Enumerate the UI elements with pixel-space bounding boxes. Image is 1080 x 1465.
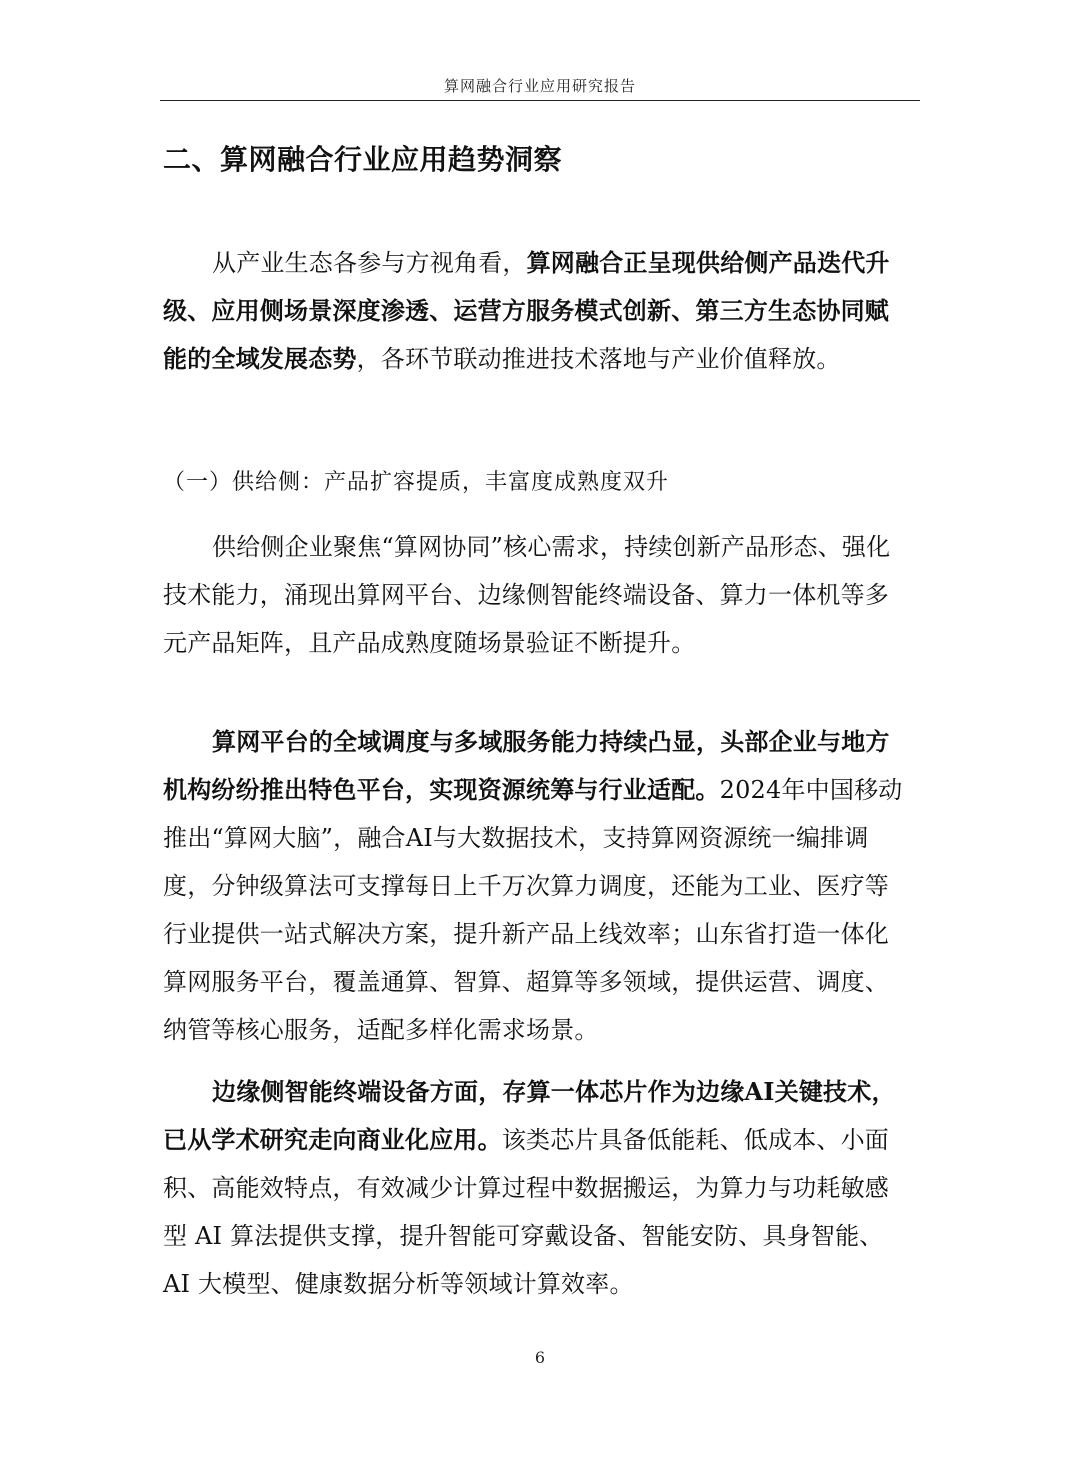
paragraph-emphasis: 算网融合正呈现供给侧产品迭代升级、应用侧场景深度渗透、运营方服务模式创新、第三方生态协同赋能的全域发展态势 xyxy=(163,248,890,373)
paragraph-supply-side: 供给侧企业聚焦“算网协同”核心需求，持续创新产品形态、强化技术能力，涌现出算网平台、边缘侧智能终端设备、算力一体机等多元产品矩阵，且产品成熟度随场景验证不断提升。 xyxy=(163,533,891,657)
paragraph-computing-network-platform xyxy=(163,718,908,1054)
page-number: 6 xyxy=(534,1348,546,1367)
paragraph-lead-text: 从产业生态各参与方视角看， xyxy=(212,249,527,277)
subsection-heading: （一）供给侧：产品扩容提质，丰富度成熟度双升 xyxy=(163,470,670,495)
paragraph-rest-text: 该类芯片具备低能耗、低成本、小面积、高能效特点，有效减少计算过程中数据搬运，为算力与功耗敏感型 AI 算法提供支撑，提升智能可穿戴设备、智能安防、具身智能、AI 大模型、健康数据分析等领域计算效率。 xyxy=(163,1126,890,1298)
paragraph-rest-text: ，各环节联动推进技术落地与产业价值释放。 xyxy=(356,345,841,373)
paragraph-edge-devices xyxy=(163,1068,908,1308)
section-title: 二、算网融合行业应用趋势洞察 xyxy=(163,143,563,176)
header-rule xyxy=(160,100,920,101)
paragraph-emphasis: 算网平台的全域调度与多域服务能力持续凸显，头部企业与地方机构纷纷推出特色平台，实现资源统筹与行业适配。 xyxy=(163,727,890,804)
paragraph-rest-text: 2024年中国移动推出“算网大脑”，融合AI与大数据技术，支持算网资源统一编排调度，分钟级算法可支撑每日上千万次算力调度，还能为工业、医疗等行业提供一站式解决方案，提升新产品上线效率；山东省打造一体化算网服务平台，覆盖通算、智算、超算等多领域，提供运营、调度、纳管等核心服务，适配多样化需求场景。 xyxy=(163,776,903,1044)
paragraph-emphasis: 边缘侧智能终端设备方面，存算一体芯片作为边缘AI关键技术，已从学术研究走向商业化应用。 xyxy=(163,1077,896,1154)
running-header: 算网融合行业应用研究报告 xyxy=(443,77,636,95)
paragraph-ecosystem-overview xyxy=(163,239,908,383)
